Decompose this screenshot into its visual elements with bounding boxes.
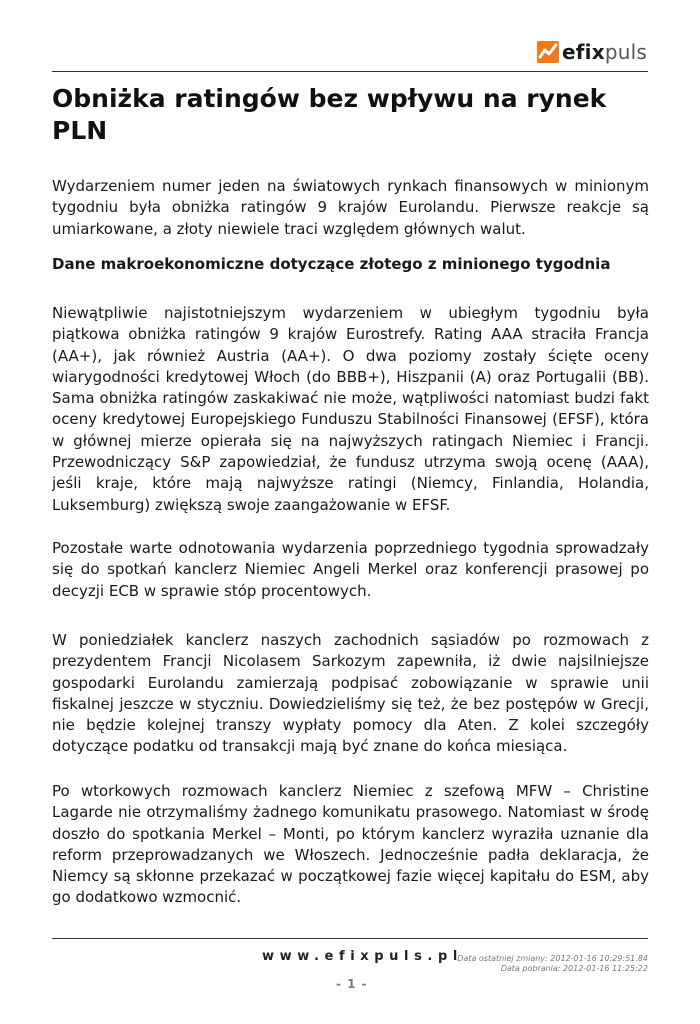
body-paragraph-1: Niewątpliwie najistotniejszym wydarzeniem w ubiegłym tygodniu była piątkowa obniżka ratingów 9 krajów Eurostrefy. Rating AAA straciła Francja (AA+), jak również Austria (AA+). O dwa poziomy zostały ścięte oceny wiarygodności kredytowej Włoch (do BBB+), Hiszpanii (A) oraz Portugalii (BB). Sama obniżka ratingów zaskakiwać nie może, wątpliwości natomiast budzi fakt oceny kredytowej Europejskiego Funduszu Stabilności Finansowej (EFSF), która w głównej mierze opierała się na najwyższych ratingach Niemiec i Francji. Przewodniczący S&P zapowiedział, że fundusz utrzyma swoją ocenę (AAA), jeśli kraje, które mają najwyższe ratingi (Niemcy, Finlandia, Holandia, Luksemburg) zwiększą swoje zaangażowanie w EFSF. — [52, 304, 649, 514]
logo-brand-bold: efix — [562, 40, 605, 64]
body-paragraph-3: W poniedziałek kanclerz naszych zachodnich sąsiadów po rozmowach z prezydentem Francji Nicolasem Sarkozym zapewniła, iż dwie najsilniejsze gospodarki Eurolandu zamierzają podpisać zobowiązanie w sprawie unii fiskalnej jeszcze w styczniu. Dowiedzieliśmy się też, że bez postępów w Grecji, nie będzie kolejnej transzy wypłaty pomocy dla Aten. Z kolei szczegóły dotyczące podatku od transakcji mają być znane do końca miesiąca. — [52, 631, 649, 756]
efixpuls-logo — [537, 41, 647, 63]
body-paragraph-2: Pozostałe warte odnotowania wydarzenia poprzedniego tygodnia sprowadzały się do spotkań kanclerz Niemiec Angeli Merkel oraz konferencji prasowej po decyzji ECB w sprawie stóp procentowych. — [52, 539, 649, 600]
lead-paragraph: Wydarzeniem numer jeden na światowych rynkach finansowych w minionym tygodniu była obniżka ratingów 9 krajów Eurolandu. Pierwsze reakcje są umiarkowane, a złoty niewiele traci względem głównych walut. — [52, 177, 649, 238]
footer-site-link[interactable]: www.efixpuls.pl — [262, 949, 463, 964]
body-paragraph-4: Po wtorkowych rozmowach kanclerz Niemiec z szefową MFW – Christine Lagarde nie otrzymaliśmy żadnego komunikatu prasowego. Natomiast w środę doszło do spotkania Merkel – Monti, po którym kanclerz wyraziła uznanie dla reform przeprowadzanych we Włoszech. Jednocześnie padła deklaracja, że Niemcy są skłonne przekazać w początkowej fazie więcej kapitału do ESM, aby go dodatkowo wzmocnić. — [52, 782, 649, 907]
download-date: Data pobrania: 2012-01-16 11:25:22 — [500, 964, 648, 973]
logo-wordmark — [562, 41, 647, 63]
page-number: - 1 - — [336, 977, 368, 991]
footer-divider — [52, 938, 648, 939]
logo-mark-icon — [537, 41, 559, 63]
section-heading: Dane makroekonomiczne dotyczące złotego z minionego tygodnia — [52, 255, 611, 273]
article-title: Obniżka ratingów bez wpływu na rynek PLN — [52, 84, 607, 145]
modified-date: Data ostatniej zmiany: 2012-01-16 10:29:51.84 — [457, 954, 648, 963]
logo-brand-light: puls — [604, 40, 647, 64]
footer-dates — [457, 954, 648, 974]
header-divider — [52, 71, 648, 72]
